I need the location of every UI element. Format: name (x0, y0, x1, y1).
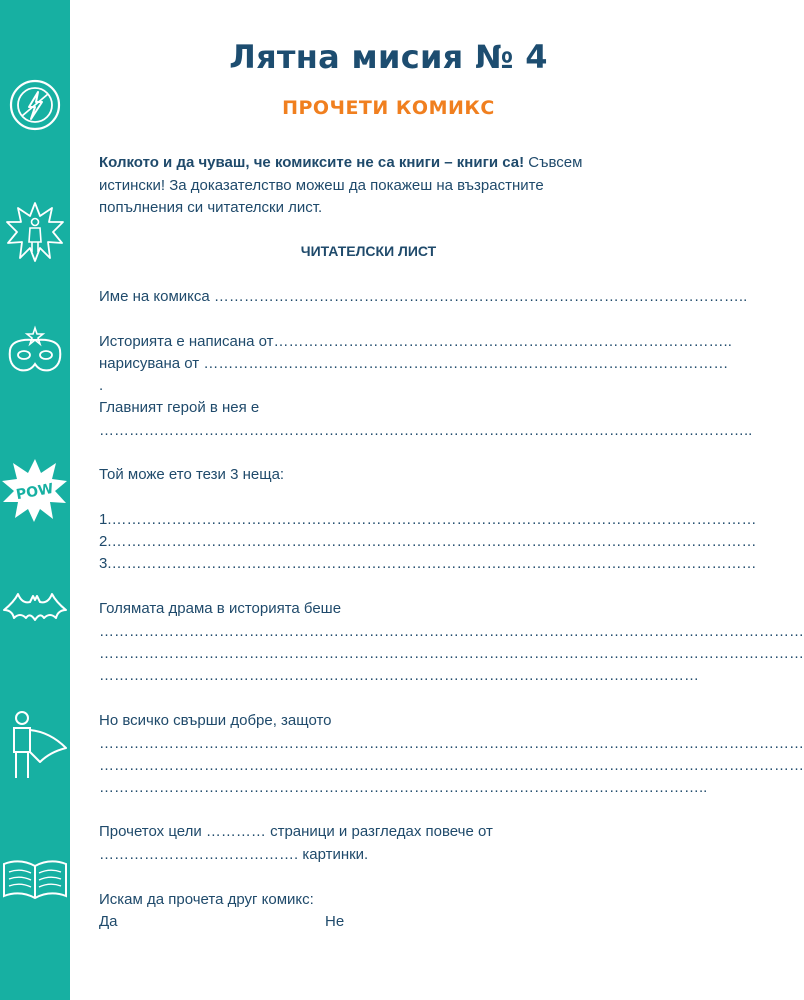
pages-field[interactable]: Прочетох цели ………… страници и разгледах повече от (99, 823, 493, 840)
intro-paragraph (99, 152, 659, 220)
pictures-field[interactable]: …………………………………. картинки. (99, 846, 369, 863)
sidebar (0, 0, 70, 1000)
reading-sheet-title: ЧИТАТЕЛСКИ ЛИСТ (300, 243, 437, 259)
hero-label: Главният герой в нея е (99, 399, 260, 416)
comic-name-field[interactable]: Име на комикса …………………………………………………………………………………………….. (99, 288, 748, 305)
superhero-burst-icon (0, 198, 70, 268)
ending-field-2[interactable]: …………………………………………………………………………………………………………………………… (99, 757, 804, 774)
bat-icon (0, 580, 70, 640)
written-by-field[interactable]: Историята е написана от……………………………………………………………………………….. (99, 333, 732, 350)
page-subtitle: ПРОЧЕТИ КОМИКС (282, 97, 495, 119)
drama-field-2[interactable]: …………………………………………………………………………………………………………………………… (99, 645, 804, 662)
drama-field-3[interactable]: ………………………………………………………………………………………………………… (99, 667, 699, 684)
drama-label: Голямата драма в историята беше (99, 600, 342, 617)
lightning-badge-icon (0, 70, 70, 140)
intro-text-1: Съвсем (524, 154, 583, 171)
dot-line: . (99, 377, 104, 394)
another-comic-label: Искам да прочета друг комикс: (99, 891, 314, 908)
hero-mask-icon (0, 320, 70, 390)
no-option[interactable]: Не (325, 913, 345, 930)
ability-2-field[interactable]: 2.………………………………………………………………………………………………………………… (99, 533, 757, 550)
caped-hero-icon (0, 700, 70, 785)
intro-text-2: истински! За доказателство можеш да покажеш на възрастните (99, 176, 544, 194)
ability-1-field[interactable]: 1.………………………………………………………………………………………………………………… (99, 511, 757, 528)
hero-field[interactable]: ………………………………………………………………………………………………………………….. (99, 422, 753, 439)
ending-field-3[interactable]: ………………………………………………………………………………………………………….. (99, 779, 708, 796)
open-book-icon (0, 840, 70, 910)
svg-text:POW: POW (14, 480, 55, 504)
ability-3-field[interactable]: 3.………………………………………………………………………………………………………………… (99, 555, 757, 572)
pow-burst-icon (0, 455, 70, 525)
ending-field-1[interactable]: …………………………………………………………………………………………………………………………… (99, 735, 804, 752)
drama-field-1[interactable]: …………………………………………………………………………………………………………………………… (99, 623, 804, 640)
ending-label: Но всичко свърши добре, защото (99, 712, 332, 729)
intro-text-3: попълнения си читателски лист. (99, 199, 323, 216)
intro-bold-text: Колкото и да чуваш, че комиксите не са книги – книги са! (99, 154, 525, 171)
abilities-label: Той може ето тези 3 неща: (99, 466, 285, 483)
drawn-by-field[interactable]: нарисувана от …………………………………………………………………………………………… (99, 355, 729, 372)
page-title: Лятна мисия № 4 (229, 38, 548, 76)
yes-option[interactable]: Да (99, 913, 118, 930)
